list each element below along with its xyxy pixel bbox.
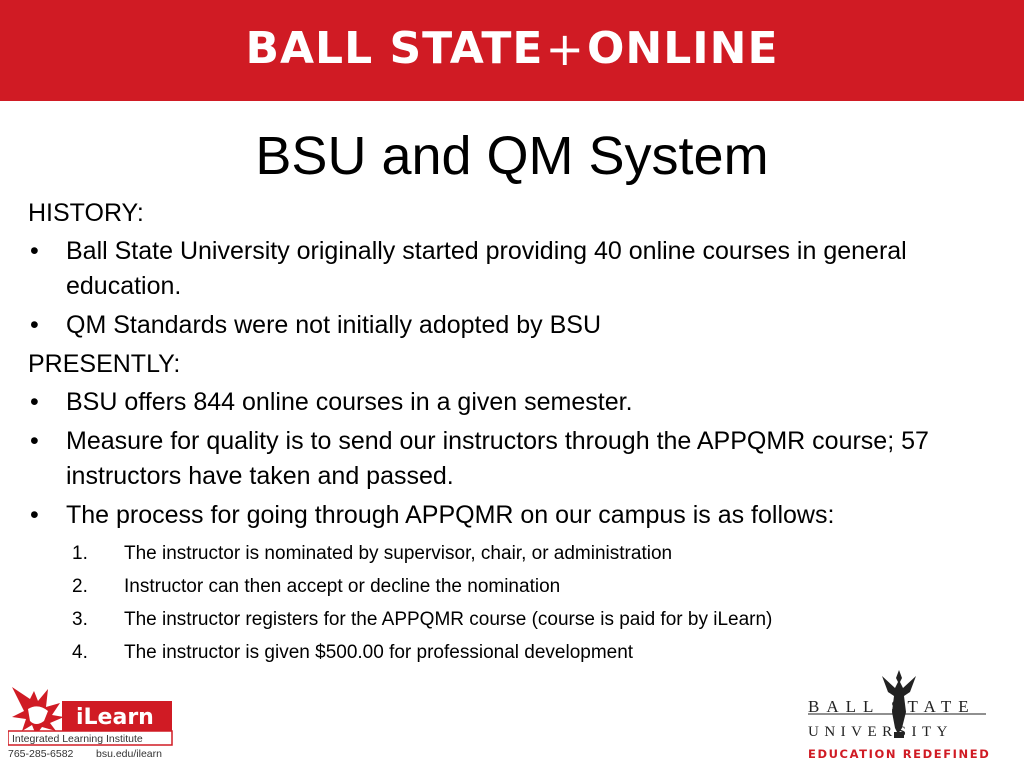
presently-bullet-3: • The process for going through APPQMR on our campus is as follows: [28,498,1008,533]
wordmark-plus: + [545,21,585,76]
process-step-4 [28,636,1008,669]
process-step-1 [28,537,1008,570]
step-text: The instructor is given $500.00 for professional development [124,642,634,663]
history-bullet-2: • QM Standards were not initially adopted by BSU [28,308,1008,343]
presently-bullet-2: • Measure for quality is to send our instructors through the APPQMR course; 57 instructors have taken and passed. [28,424,1008,494]
logo-line-2: UNIVERSITY [808,724,953,740]
slide-title: BSU and QM System [255,126,769,186]
ilearn-name: iLearn [76,705,154,730]
step-number: 3. [72,609,88,630]
step-text: The instructor registers for the APPQMR course (course is paid for by iLearn) [124,609,773,630]
step-text: The instructor is nominated by supervisor, chair, or administration [124,543,673,564]
step-text: Instructor can then accept or decline the nomination [124,576,561,597]
ilearn-phone: 765-285-6582 [8,748,74,760]
process-step-2 [28,570,1008,603]
ball-state-online-wordmark [245,22,778,76]
process-step-3 [28,603,1008,636]
top-banner [0,0,1024,101]
wordmark-left: BALL STATE [245,23,544,74]
step-number: 1. [72,543,88,564]
ilearn-subtitle: Integrated Learning Institute [12,733,143,745]
history-bullet-1: • Ball State University originally started providing 40 online courses in general education. [28,234,1008,304]
process-steps-list [28,537,1008,669]
ilearn-logo [8,681,174,761]
step-number: 4. [72,642,88,663]
presently-heading: PRESENTLY: [28,350,181,378]
presently-bullet-1: • BSU offers 844 online courses in a given semester. [28,385,1008,420]
ilearn-url: bsu.edu/ilearn [96,748,162,760]
logo-line-1: BALL STATE [808,697,976,716]
history-heading: HISTORY: [28,199,144,227]
bsu-logo [806,668,992,762]
step-number: 2. [72,576,88,597]
eagle-icon [12,687,64,735]
slide-body [28,196,1008,669]
logo-tagline: EDUCATION REDEFINED [808,747,991,761]
wordmark-right: ONLINE [587,23,779,74]
